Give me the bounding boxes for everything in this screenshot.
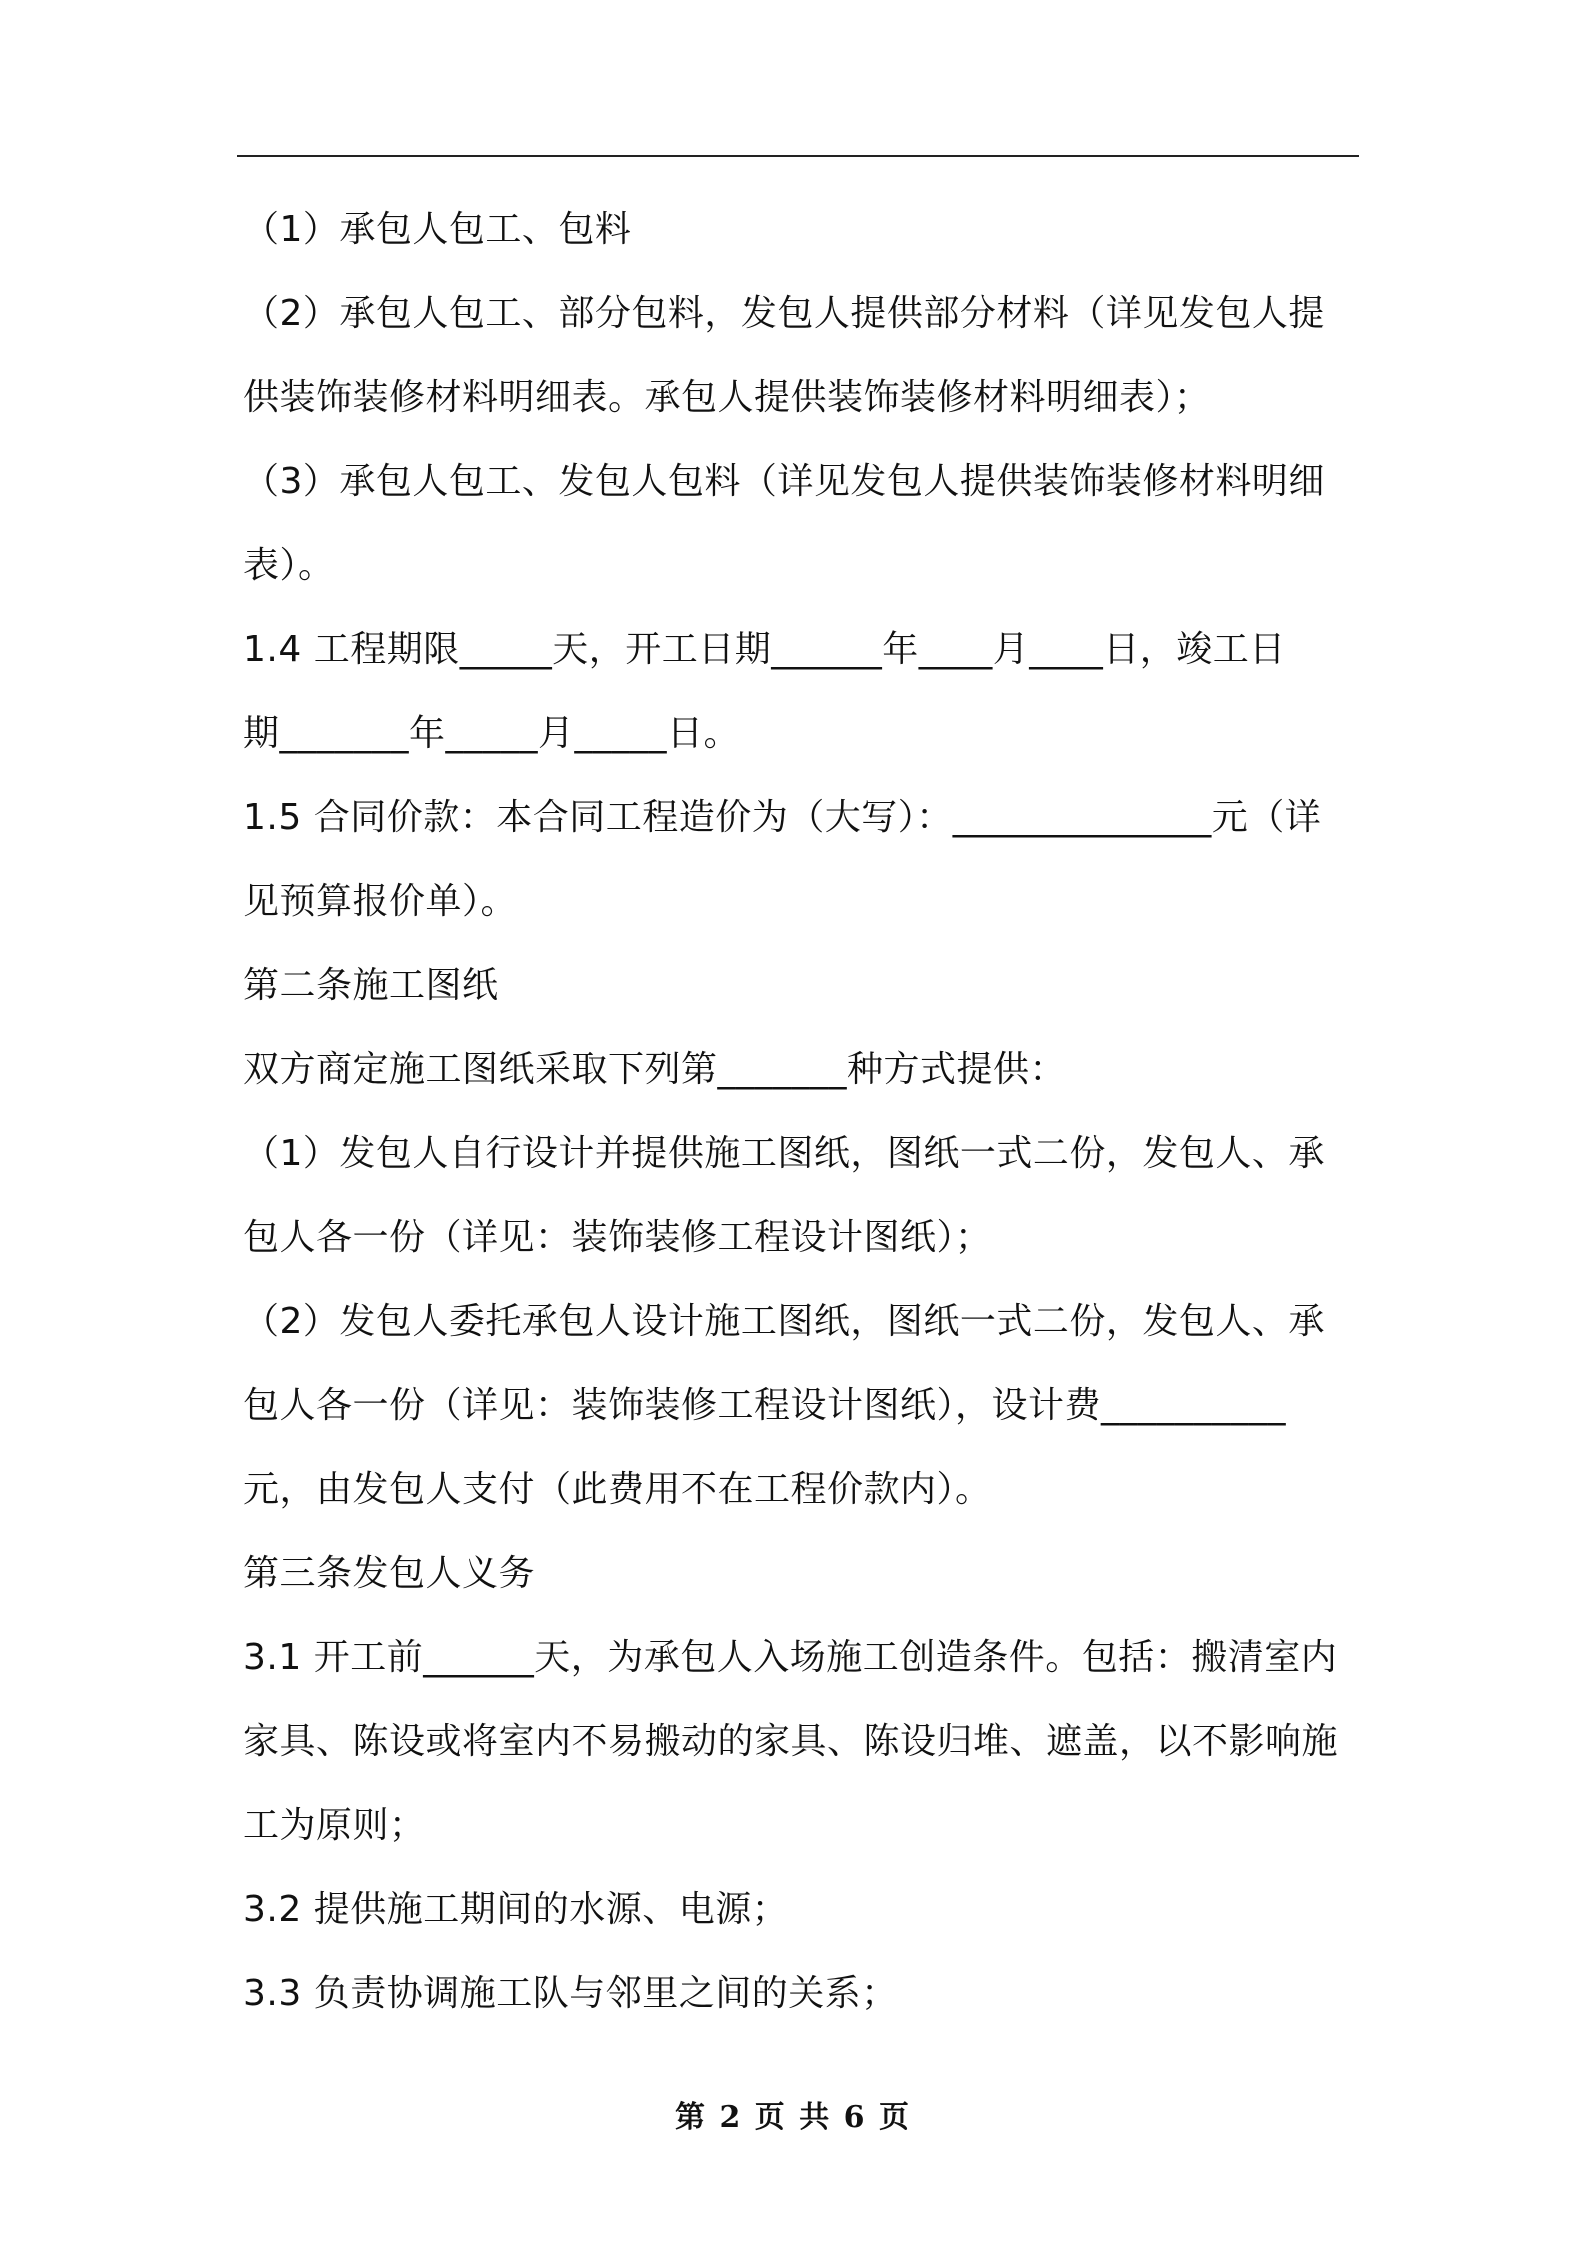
paragraph-line: 供装饰装修材料明细表。承包人提供装饰装修材料明细表）； (243, 377, 1211, 418)
paragraph-line: 1.5 合同价款：本合同工程造价为（大写）：______________元（详 (243, 797, 1322, 838)
paragraph-line: 见预算报价单）。 (243, 881, 518, 922)
paragraph-line: 包人各一份（详见：装饰装修工程设计图纸）； (243, 1217, 992, 1258)
paragraph-line: 期_______年_____月_____日。 (243, 713, 741, 754)
paragraph-line: 1.4 工程期限_____天，开工日期______年____月____日，竣工日 (243, 629, 1286, 670)
paragraph-line: 3.3 负责协调施工队与邻里之间的关系； (243, 1973, 898, 2014)
page-number: 第 2 页 共 6 页 (675, 2100, 911, 2135)
paragraph-line: （3）承包人包工、发包人包料（详见发包人提供装饰装修材料明细 (243, 461, 1325, 502)
section-heading: 第二条施工图纸 (243, 965, 499, 1006)
paragraph-line: 双方商定施工图纸采取下列第_______种方式提供： (243, 1049, 1067, 1090)
paragraph-line: （1）承包人包工、包料 (243, 209, 632, 250)
paragraph-line: 3.1 开工前______天，为承包人入场施工创造条件。包括：搬清室内 (243, 1637, 1338, 1678)
paragraph-line: 家具、陈设或将室内不易搬动的家具、陈设归堆、遮盖，以不影响施 (243, 1721, 1339, 1762)
paragraph-line: 工为原则； (243, 1805, 426, 1846)
paragraph-line: （1）发包人自行设计并提供施工图纸，图纸一式二份，发包人、承 (243, 1133, 1325, 1174)
paragraph-line: 包人各一份（详见：装饰装修工程设计图纸），设计费__________ (243, 1385, 1287, 1426)
paragraph-line: 元，由发包人支付（此费用不在工程价款内）。 (243, 1469, 992, 1510)
paragraph-line: （2）承包人包工、部分包料，发包人提供部分材料（详见发包人提 (243, 293, 1325, 334)
paragraph-line: （2）发包人委托承包人设计施工图纸，图纸一式二份，发包人、承 (243, 1301, 1325, 1342)
paragraph-line: 3.2 提供施工期间的水源、电源； (243, 1889, 789, 1930)
section-heading: 第三条发包人义务 (243, 1553, 536, 1594)
paragraph-line: 表）。 (243, 545, 335, 586)
